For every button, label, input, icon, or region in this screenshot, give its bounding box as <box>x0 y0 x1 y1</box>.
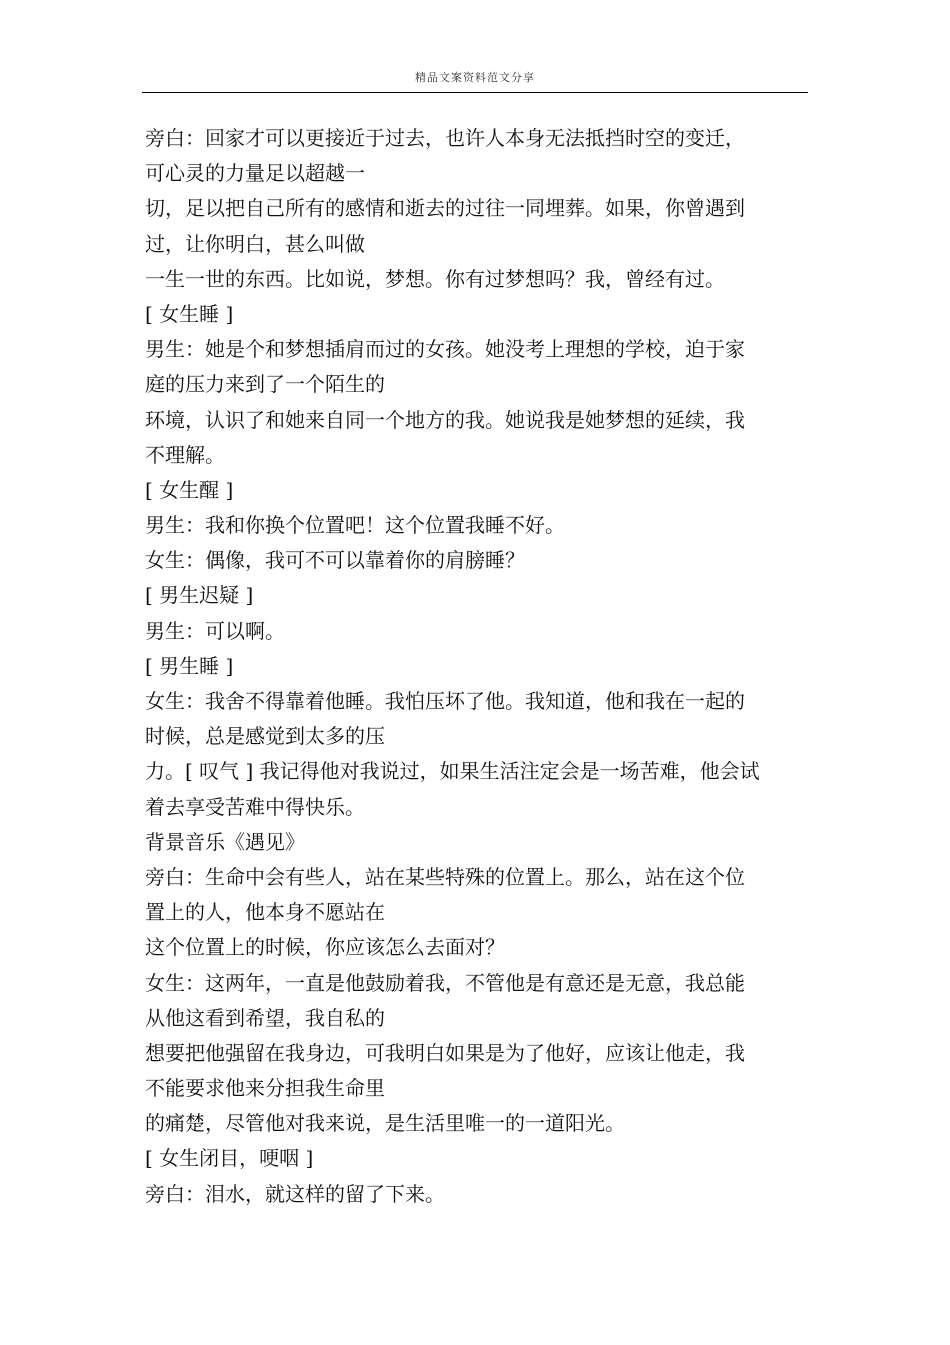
stage-direction: [ 男生睡 ] <box>145 653 234 678</box>
text-line: 时候，总是感觉到太多的压 <box>145 724 385 749</box>
text-line: 不能要求他来分担我生命里 <box>145 1076 385 1101</box>
text-line: 女生：这两年，一直是他鼓励着我，不管他是有意还是无意，我总能 <box>145 970 745 995</box>
header-title: 精品文案资料范文分享 <box>415 71 535 84</box>
text-line: 这个位置上的时候，你应该怎么去面对？ <box>145 935 505 960</box>
text-line: 可心灵的力量足以超越一 <box>145 161 365 186</box>
text-line: 女生：偶像，我可不可以靠着你的肩膀睡？ <box>145 548 525 573</box>
document-body <box>145 121 785 1212</box>
text-line: 力。[ 叹气 ] 我记得他对我说过，如果生活注定会是一场苦难，他会试 <box>145 759 760 784</box>
page-header <box>142 66 808 93</box>
text-line: 想要把他强留在我身边，可我明白如果是为了他好，应该让他走，我 <box>145 1040 745 1065</box>
text-line: 女生：我舍不得靠着他睡。我怕压坏了他。我知道，他和我在一起的 <box>145 689 745 713</box>
text-line: 男生：我和你换个位置吧！这个位置我睡不好。 <box>145 513 565 538</box>
text-line: 从他这看到希望，我自私的 <box>145 1005 385 1030</box>
music-cue: 背景音乐《遇见》 <box>145 829 305 854</box>
text-line: 旁白：泪水，就这样的留了下来。 <box>145 1181 445 1206</box>
text-line: 旁白：回家才可以更接近于过去，也许人本身无法抵挡时空的变迁， <box>145 126 745 150</box>
text-line: 男生：可以啊。 <box>145 618 285 643</box>
text-line: 切，足以把自己所有的感情和逝去的过往一同埋葬。如果，你曾遇到 <box>145 196 745 221</box>
text-line: 置上的人，他本身不愿站在 <box>145 900 385 925</box>
text-line: 不理解。 <box>145 442 225 467</box>
text-line: 着去享受苦难中得快乐。 <box>145 794 365 819</box>
text-line: 旁白：生命中会有些人，站在某些特殊的位置上。那么，站在这个位 <box>145 864 745 889</box>
text-line: 的痛楚，尽管他对我来说，是生活里唯一的一道阳光。 <box>145 1111 625 1136</box>
text-line: 一生一世的东西。比如说，梦想。你有过梦想吗？我，曾经有过。 <box>145 266 725 291</box>
text-line: 庭的压力来到了一个陌生的 <box>145 372 385 397</box>
stage-direction: [ 女生睡 ] <box>145 301 234 326</box>
text-line: 过，让你明白，甚么叫做 <box>145 231 365 256</box>
stage-direction: [ 女生醒 ] <box>145 477 234 502</box>
stage-direction: [ 男生迟疑 ] <box>145 583 254 608</box>
text-line: 男生：她是个和梦想插肩而过的女孩。她没考上理想的学校，迫于家 <box>145 337 745 362</box>
stage-direction: [ 女生闭目，哽咽 ] <box>145 1146 314 1171</box>
text-line: 环境，认识了和她来自同一个地方的我。她说我是她梦想的延续，我 <box>145 407 745 432</box>
